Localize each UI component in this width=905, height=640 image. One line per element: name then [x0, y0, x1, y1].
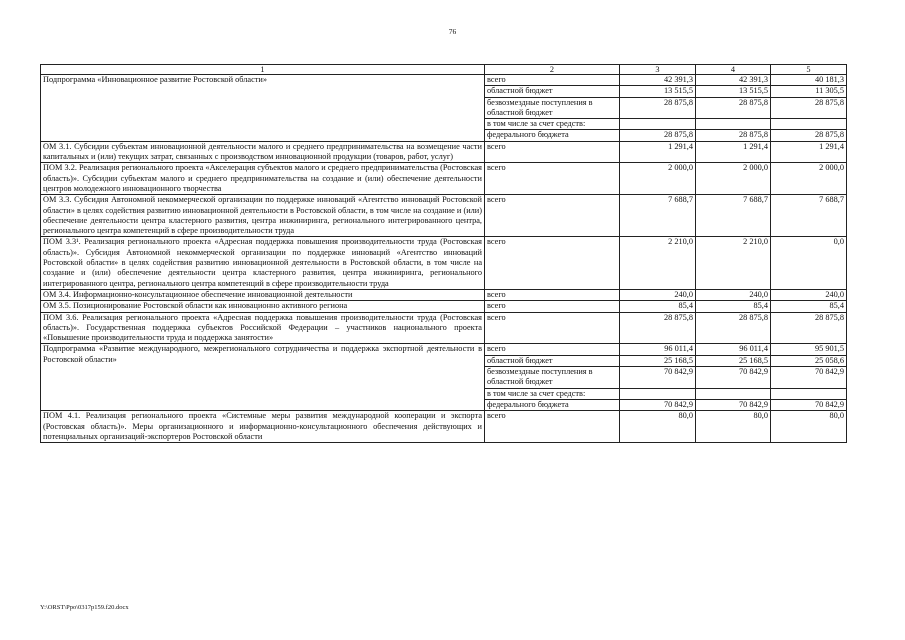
funding-source-cell: всего: [485, 344, 620, 355]
amount-cell-v5: 28 875,8: [771, 312, 847, 344]
amount-cell-v3: 96 011,4: [620, 344, 696, 355]
table-row: [41, 344, 847, 355]
amount-cell-v4: 70 842,9: [696, 367, 771, 389]
amount-cell-v5: 0,0: [771, 237, 847, 289]
amount-cell-v3: 13 515,5: [620, 86, 696, 97]
amount-cell-v3: 70 842,9: [620, 399, 696, 410]
footer-file-path: Y:\ORST\Ppo\0317p159.f20.docx: [40, 604, 129, 611]
program-name-cell: ПОМ 3.3¹. Реализация регионального проекта «Адресная поддержка повышения производительности труда (Ростовская область)». Субсидия Автономной некоммерческой организации по поддержке инноваций «Агентство инноваций Ростовской области» в целях содействия развитию инновационной деятельности в Ростовской области, в том числе на создание и (или) обеспечение деятельности центра кластерного развития, центра инжиниринга, регионального интегрированного центра, регионального центра компетенций в сфере производительности труда: [41, 237, 485, 289]
funding-source-cell: областной бюджет: [485, 355, 620, 366]
amount-cell-v5: 40 181,3: [771, 75, 847, 86]
funding-source-cell: всего: [485, 301, 620, 312]
amount-cell-v4: 85,4: [696, 301, 771, 312]
funding-source-cell: федерального бюджета: [485, 399, 620, 410]
amount-cell-v4: [696, 119, 771, 130]
amount-cell-v3: 28 875,8: [620, 97, 696, 119]
amount-cell-v4: 28 875,8: [696, 312, 771, 344]
amount-cell-v5: 70 842,9: [771, 367, 847, 389]
program-name-cell: ПОМ 3.2. Реализация регионального проекта «Акселерация субъектов малого и среднего предпринимательства (Ростовская область)». Субсидии субъектам малого и среднего предпринимательства на создание и (или) обеспечение деятельности центров молодежного инновационного творчества: [41, 163, 485, 195]
amount-cell-v4: 42 391,3: [696, 75, 771, 86]
amount-cell-v5: 7 688,7: [771, 195, 847, 237]
amount-cell-v4: 80,0: [696, 411, 771, 443]
amount-cell-v4: 70 842,9: [696, 399, 771, 410]
amount-cell-v3: 240,0: [620, 289, 696, 300]
amount-cell-v3: 2 000,0: [620, 163, 696, 195]
header-cell-5: 5: [771, 65, 847, 75]
amount-cell-v3: 85,4: [620, 301, 696, 312]
header-cell-4: 4: [696, 65, 771, 75]
program-name-cell: ПОМ 3.6. Реализация регионального проекта «Адресная поддержка повышения производительности труда (Ростовская область)». Государственная поддержка субъектов Российской Федерации – участников национального проекта «Повышение производительности труда и поддержка занятости»: [41, 312, 485, 344]
amount-cell-v5: 85,4: [771, 301, 847, 312]
header-row: [41, 65, 847, 75]
page-number: 76: [448, 27, 457, 36]
amount-cell-v5: 1 291,4: [771, 141, 847, 163]
amount-cell-v4: 25 168,5: [696, 355, 771, 366]
amount-cell-v4: 28 875,8: [696, 97, 771, 119]
amount-cell-v3: 42 391,3: [620, 75, 696, 86]
amount-cell-v3: [620, 119, 696, 130]
amount-cell-v5: 70 842,9: [771, 399, 847, 410]
budget-table: [40, 64, 847, 443]
amount-cell-v3: 1 291,4: [620, 141, 696, 163]
funding-source-cell: безвозмездные поступления в областной бюджет: [485, 367, 620, 389]
table-row: [41, 312, 847, 344]
program-name-cell: Подпрограмма «Развитие международного, межрегионального сотрудничества и поддержка экспортной деятельности в Ростовской области»: [41, 344, 485, 411]
table-row: [41, 75, 847, 86]
amount-cell-v5: 28 875,8: [771, 97, 847, 119]
funding-source-cell: всего: [485, 75, 620, 86]
amount-cell-v4: 2 000,0: [696, 163, 771, 195]
amount-cell-v4: 1 291,4: [696, 141, 771, 163]
funding-source-cell: безвозмездные поступления в областной бюджет: [485, 97, 620, 119]
amount-cell-v5: 25 058,6: [771, 355, 847, 366]
funding-source-cell: федерального бюджета: [485, 130, 620, 141]
amount-cell-v4: 28 875,8: [696, 130, 771, 141]
funding-source-cell: в том числе за счет средств:: [485, 388, 620, 399]
funding-source-cell: областной бюджет: [485, 86, 620, 97]
program-name-cell: ОМ 3.3. Субсидия Автономной некоммерческой организации по поддержке инноваций «Агентство инноваций Ростовской области» в целях содействия развитию инновационной деятельности в Ростовской области, в том числе на создание и (или) обеспечение деятельности центра кластерного развития, центра инжиниринга, регионального интегрированного центра, регионального центра компетенций в сфере производительности труда: [41, 195, 485, 237]
program-name-cell: ОМ 3.5. Позиционирование Ростовской области как инновационно активного региона: [41, 301, 485, 312]
amount-cell-v3: 28 875,8: [620, 130, 696, 141]
program-name-cell: Подпрограмма «Инновационное развитие Ростовской области»: [41, 75, 485, 142]
amount-cell-v4: 240,0: [696, 289, 771, 300]
funding-source-cell: всего: [485, 163, 620, 195]
program-name-cell: ОМ 3.1. Субсидии субъектам инновационной деятельности малого и среднего предпринимательства на возмещение части капитальных и (или) текущих затрат, связанных с производством инновационной продукции (товаров, работ, услуг): [41, 141, 485, 163]
amount-cell-v4: 7 688,7: [696, 195, 771, 237]
amount-cell-v4: 2 210,0: [696, 237, 771, 289]
amount-cell-v3: 28 875,8: [620, 312, 696, 344]
table-row: [41, 195, 847, 237]
amount-cell-v5: 240,0: [771, 289, 847, 300]
amount-cell-v5: 11 305,5: [771, 86, 847, 97]
funding-source-cell: всего: [485, 312, 620, 344]
header-cell-2: 2: [485, 65, 620, 75]
funding-source-cell: всего: [485, 411, 620, 443]
amount-cell-v3: 2 210,0: [620, 237, 696, 289]
amount-cell-v4: [696, 388, 771, 399]
table-row: [41, 163, 847, 195]
funding-source-cell: в том числе за счет средств:: [485, 119, 620, 130]
table-row: [41, 301, 847, 312]
funding-source-cell: всего: [485, 289, 620, 300]
amount-cell-v3: 80,0: [620, 411, 696, 443]
table-row: [41, 237, 847, 289]
amount-cell-v3: 25 168,5: [620, 355, 696, 366]
header-cell-1: 1: [41, 65, 485, 75]
amount-cell-v4: 96 011,4: [696, 344, 771, 355]
amount-cell-v3: 7 688,7: [620, 195, 696, 237]
header-cell-3: 3: [620, 65, 696, 75]
amount-cell-v5: 80,0: [771, 411, 847, 443]
amount-cell-v3: [620, 388, 696, 399]
program-name-cell: ПОМ 4.1. Реализация регионального проекта «Системные меры развития международной кооперации и экспорта (Ростовская область)». Меры организационного и информационно-консультационного обеспечения действующих и потенциальных организаций-экспортеров Ростовской области: [41, 411, 485, 443]
amount-cell-v5: 28 875,8: [771, 130, 847, 141]
funding-source-cell: всего: [485, 195, 620, 237]
program-name-cell: ОМ 3.4. Информационно-консультационное обеспечение инновационной деятельности: [41, 289, 485, 300]
amount-cell-v5: [771, 119, 847, 130]
amount-cell-v5: [771, 388, 847, 399]
funding-source-cell: всего: [485, 237, 620, 289]
table-row: [41, 141, 847, 163]
amount-cell-v5: 95 901,5: [771, 344, 847, 355]
table-row: [41, 289, 847, 300]
amount-cell-v5: 2 000,0: [771, 163, 847, 195]
funding-source-cell: всего: [485, 141, 620, 163]
amount-cell-v3: 70 842,9: [620, 367, 696, 389]
amount-cell-v4: 13 515,5: [696, 86, 771, 97]
table-row: [41, 411, 847, 443]
